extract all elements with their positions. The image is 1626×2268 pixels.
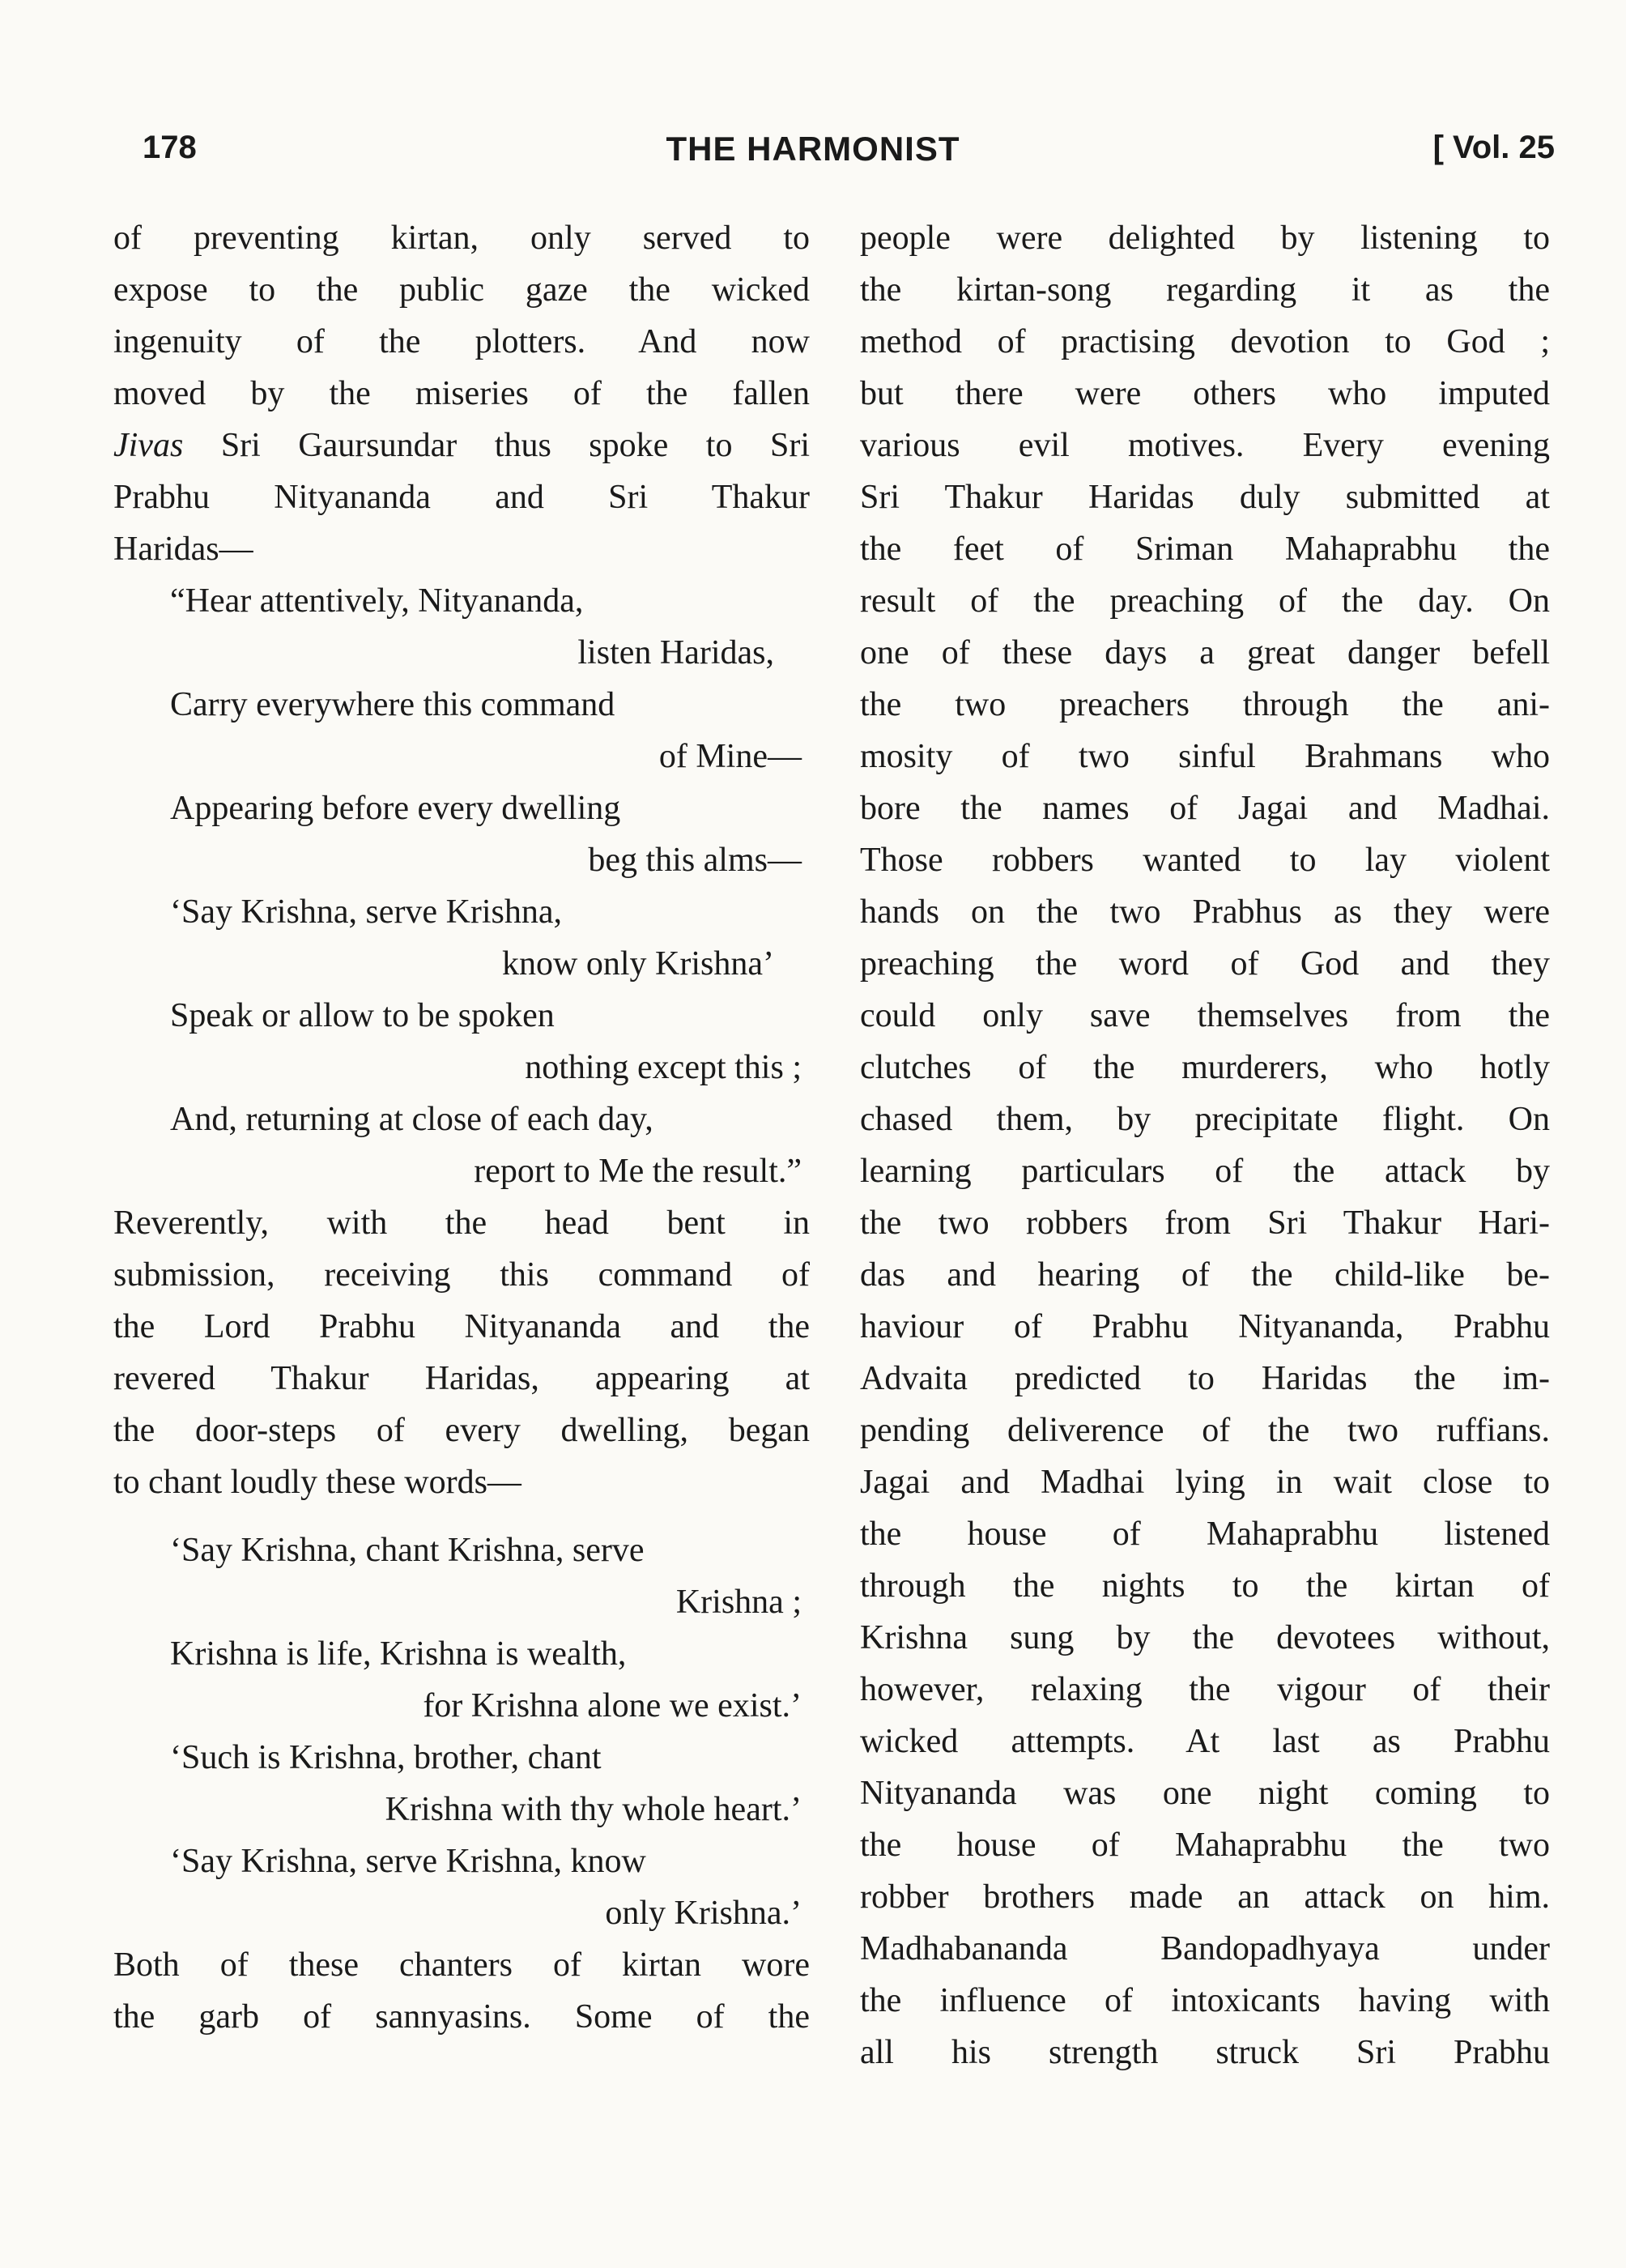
text-line: moved by the miseries of the fallen <box>113 375 810 412</box>
text-line: but there were others who imputed <box>860 375 1550 412</box>
text-line: could only save themselves from the <box>860 997 1550 1034</box>
verse-line: only Krishna.’ <box>605 1895 802 1932</box>
verse-line: report to Me the result.” <box>474 1153 802 1190</box>
text-line: all his strength struck Sri Prabhu <box>860 2034 1550 2071</box>
verse-line: And, returning at close of each day, <box>170 1101 653 1138</box>
text-line: the garb of sannyasins. Some of the <box>113 1998 810 2036</box>
verse-line: ‘Say Krishna, chant Krishna, serve <box>170 1532 645 1569</box>
verse-line: ‘Such is Krishna, brother, chant <box>170 1739 602 1776</box>
text-line: mosity of two sinful Brahmans who <box>860 738 1550 775</box>
text-line: however, relaxing the vigour of their <box>860 1671 1550 1708</box>
verse-line: Krishna with thy whole heart.’ <box>385 1791 802 1828</box>
verse-line: Krishna is life, Krishna is wealth, <box>170 1635 627 1673</box>
text-line: the kirtan-song regarding it as the <box>860 271 1550 309</box>
text-line: people were delighted by listening to <box>860 220 1550 257</box>
text-line: Krishna sung by the devotees without, <box>860 1619 1550 1656</box>
text-line: Advaita predicted to Haridas the im- <box>860 1360 1550 1397</box>
verse-line: ‘Say Krishna, serve Krishna, <box>170 893 563 931</box>
verse-line: Speak or allow to be spoken <box>170 997 555 1034</box>
text-line: Sri Thakur Haridas duly submitted at <box>860 479 1550 516</box>
text-line: Reverently, with the head bent in <box>113 1204 810 1242</box>
text-line: submission, receiving this command of <box>113 1256 810 1294</box>
left-column <box>113 212 810 2043</box>
text-line: Madhabananda Bandopadhyaya under <box>860 1930 1550 1967</box>
text-line: the feet of Sriman Mahaprabhu the <box>860 531 1550 568</box>
text-line: the influence of intoxicants having with <box>860 1982 1550 2019</box>
text-line: das and hearing of the child-like be- <box>860 1256 1550 1294</box>
text-line: the Lord Prabhu Nityananda and the <box>113 1308 810 1345</box>
volume-label: [ Vol. 25 <box>1432 130 1555 165</box>
text-line: various evil motives. Every evening <box>860 427 1550 464</box>
text-line: Both of these chanters of kirtan wore <box>113 1946 810 1984</box>
verse-line: ‘Say Krishna, serve Krishna, know <box>170 1843 646 1880</box>
verse-line: nothing except this ; <box>525 1049 802 1086</box>
verse-line: beg this alms— <box>588 842 802 879</box>
text-line: the two preachers through the ani- <box>860 686 1550 723</box>
text-line: expose to the public gaze the wicked <box>113 271 810 309</box>
text-line: bore the names of Jagai and Madhai. <box>860 790 1550 827</box>
text-line: the door-steps of every dwelling, began <box>113 1412 810 1449</box>
text-line: haviour of Prabhu Nityananda, Prabhu <box>860 1308 1550 1345</box>
text-line: ingenuity of the plotters. And now <box>113 323 810 360</box>
verse-line: Krishna ; <box>675 1584 802 1621</box>
text-line: robber brothers made an attack on him. <box>860 1878 1550 1916</box>
verse-line: for Krishna alone we exist.’ <box>423 1687 802 1724</box>
text-line: to chant loudly these words— <box>113 1464 521 1501</box>
text-line: Prabhu Nityananda and Sri Thakur <box>113 479 810 516</box>
verse-line: “Hear attentively, Nityananda, <box>170 582 584 620</box>
text-line: pending deliverence of the two ruffians. <box>860 1412 1550 1449</box>
text-line: the house of Mahaprabhu listened <box>860 1516 1550 1553</box>
text-line: learning particulars of the attack by <box>860 1153 1550 1190</box>
text-line: wicked attempts. At last as Prabhu <box>860 1723 1550 1760</box>
italic-word: Jivas <box>113 427 184 464</box>
text-line: hands on the two Prabhus as they were <box>860 893 1550 931</box>
verse-line: Appearing before every dwelling <box>170 790 621 827</box>
text-line: chased them, by precipitate flight. On <box>860 1101 1550 1138</box>
text-span: Sri Gaursundar thus spoke to Sri <box>220 427 810 464</box>
text-line: the house of Mahaprabhu the two <box>860 1827 1550 1864</box>
text-line: one of these days a great danger befell <box>860 634 1550 671</box>
text-line: Those robbers wanted to lay violent <box>860 842 1550 879</box>
text-line: Nityananda was one night coming to <box>860 1775 1550 1812</box>
text-line <box>113 420 810 471</box>
text-line: the two robbers from Sri Thakur Hari- <box>860 1204 1550 1242</box>
verse-line: know only Krishna’ <box>502 945 774 983</box>
text-line: Jagai and Madhai lying in wait close to <box>860 1464 1550 1501</box>
text-line: of preventing kirtan, only served to <box>113 220 810 257</box>
verse-line: of Mine— <box>658 738 802 775</box>
text-line: preaching the word of God and they <box>860 945 1550 983</box>
page-number: 178 <box>143 130 197 165</box>
page-header <box>0 130 1626 178</box>
text-line: through the nights to the kirtan of <box>860 1567 1550 1605</box>
journal-title: THE HARMONIST <box>666 130 960 168</box>
text-line: method of practising devotion to God ; <box>860 323 1550 360</box>
right-column <box>860 212 1550 2078</box>
text-line: result of the preaching of the day. On <box>860 582 1550 620</box>
text-line: revered Thakur Haridas, appearing at <box>113 1360 810 1397</box>
text-line: Haridas— <box>113 531 253 568</box>
text-line: clutches of the murderers, who hotly <box>860 1049 1550 1086</box>
verse-line: Carry everywhere this command <box>170 686 615 723</box>
verse-line: listen Haridas, <box>577 634 774 671</box>
